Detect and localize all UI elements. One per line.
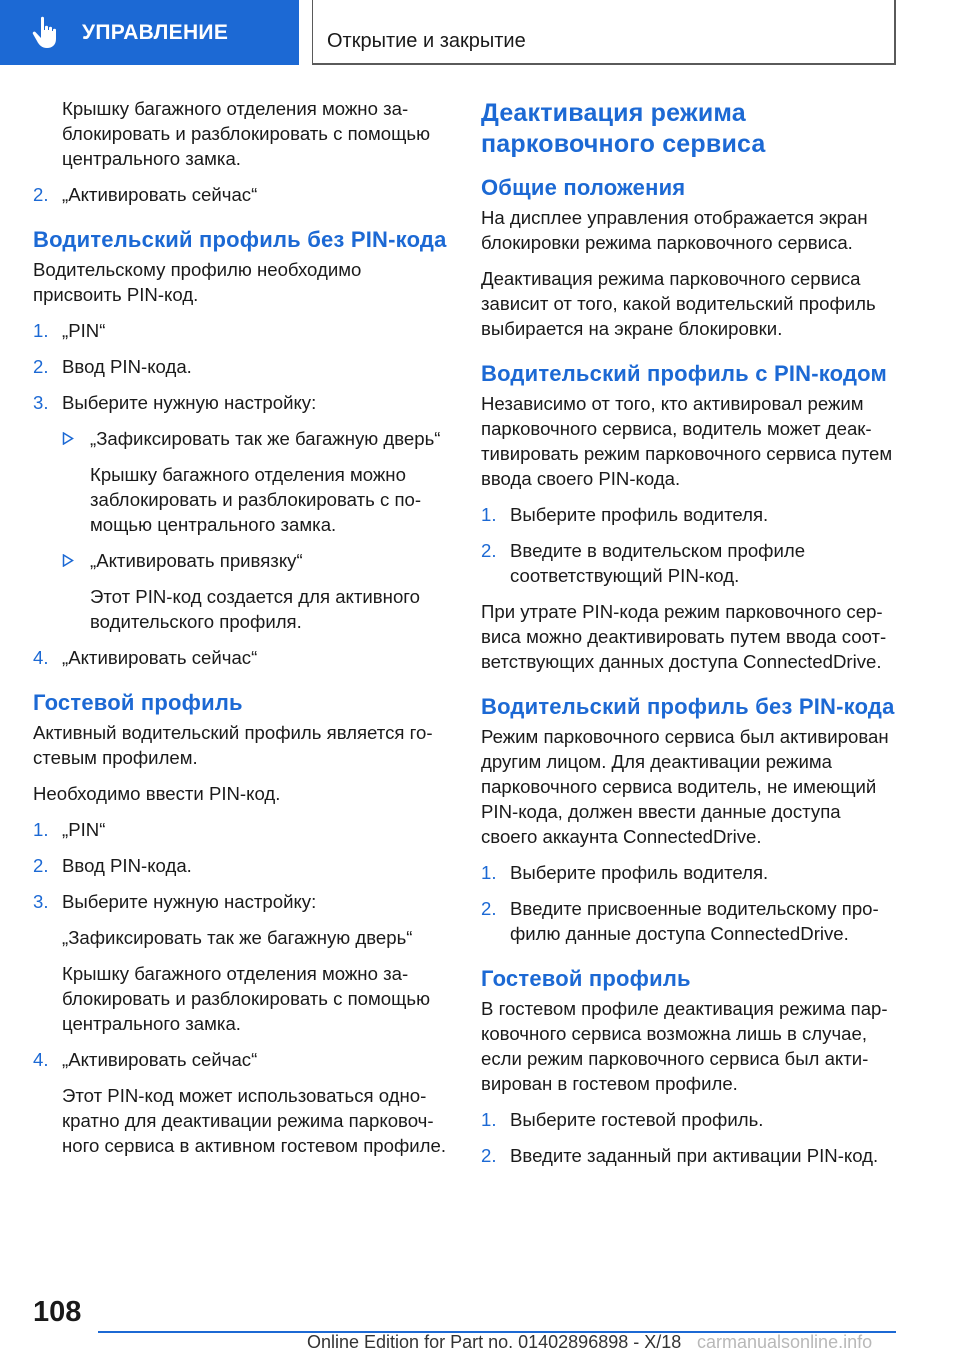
paragraph: На дисплее управления отображается экран блокировки режима парковочного сервиса. xyxy=(481,207,868,253)
step-text: Выберите профиль водителя. xyxy=(510,504,769,525)
step-number: 2. xyxy=(33,184,49,205)
section-heading: Общие положения xyxy=(481,175,686,200)
step-text: Выберите гостевой профиль. xyxy=(510,1109,764,1130)
list-item xyxy=(481,860,896,885)
step-number: 3. xyxy=(33,891,49,912)
paragraph: Необходимо ввести PIN-код. xyxy=(33,783,281,804)
section-heading: Гостевой профиль xyxy=(33,690,243,715)
step-number: 2. xyxy=(33,356,49,377)
step-text: Выберите нужную настройку: xyxy=(62,392,317,413)
list-item xyxy=(481,1107,896,1132)
section-heading: Водительский профиль без PIN-кода xyxy=(33,227,447,252)
option-item xyxy=(33,548,448,573)
section-heading: Водительский профиль с PIN-кодом xyxy=(481,361,887,386)
step-text: Ввод PIN-кода. xyxy=(62,356,192,377)
step-detail: Крышку багажного отделения можно заблокировать и разблокировать с помощью центрального замка. xyxy=(62,963,431,1034)
section-title: УПРАВЛЕНИЕ xyxy=(82,20,229,44)
step-text: „Активировать сейчас“ xyxy=(62,1049,258,1070)
chapter-heading: Деактивация режима парковочного сервиса xyxy=(481,99,766,158)
step-number: 1. xyxy=(33,320,49,341)
paragraph: В гостевом профиле деактивация режима парковочного сервиса возможна лишь в случае, если режим парковочного сервиса был активирован в гостевом профиле. xyxy=(481,998,888,1094)
step-number: 1. xyxy=(33,819,49,840)
step-text: Выберите нужную настройку: xyxy=(62,891,317,912)
list-item xyxy=(481,502,896,527)
paragraph: Деактивация режима парковочного сервиса зависит от того, какой водительский профиль выбирается на экране блокировки. xyxy=(481,268,876,339)
step-text: Введите в водительском профиле соответствующий PIN-код. xyxy=(510,540,806,586)
step-text: Ввод PIN-кода. xyxy=(62,855,192,876)
list-item xyxy=(481,1143,896,1168)
step-text: „Активировать сейчас“ xyxy=(62,647,258,668)
list-item xyxy=(33,853,448,878)
step-number: 3. xyxy=(33,392,49,413)
option-text: „Зафиксировать так же багажную дверь“ xyxy=(90,428,441,449)
triangle-bullet-icon xyxy=(62,548,90,573)
left-column xyxy=(33,96,448,1169)
right-column xyxy=(481,96,896,1179)
step-number: 2. xyxy=(481,540,497,561)
step-number: 2. xyxy=(481,1145,497,1166)
section-heading: Гостевой профиль xyxy=(481,966,691,991)
page-number: 108 xyxy=(33,1296,82,1328)
step-text: „PIN“ xyxy=(62,819,106,840)
step-text: Выберите профиль водителя. xyxy=(510,862,769,883)
option-item xyxy=(33,426,448,451)
step-text: „PIN“ xyxy=(62,320,106,341)
option-text: „Активировать привязку“ xyxy=(90,550,303,571)
step-number: 4. xyxy=(33,1049,49,1070)
step-text: „Активировать сейчас“ xyxy=(62,184,258,205)
step-number: 1. xyxy=(481,504,497,525)
step-number: 4. xyxy=(33,647,49,668)
step-number: 2. xyxy=(33,855,49,876)
list-item xyxy=(33,889,448,914)
list-item xyxy=(33,390,448,415)
step-detail: Этот PIN-код может использоваться однократно для деактивации режима парковочного сервиса в активном гостевом профиле. xyxy=(62,1085,447,1156)
list-item xyxy=(33,318,448,343)
hand-pointer-icon xyxy=(26,13,66,53)
paragraph: Водительскому профилю необходимо присвоить PIN-код. xyxy=(33,259,362,305)
paragraph: Режим парковочного сервиса был активирован другим лицом. Для деактивации режима парковочного сервиса водитель, не имеющий PIN-кода, должен ввести данные доступа своего аккаунта ConnectedDrive. xyxy=(481,726,889,847)
step-text: Введите присвоенные водительскому профилю данные доступа ConnectedDrive. xyxy=(510,898,879,944)
option-description: Крышку багажного отделения можно заблокировать и разблокировать с помощью центрального замка. xyxy=(90,464,422,535)
step-text: Введите заданный при активации PIN-код. xyxy=(510,1145,879,1166)
option-description: Этот PIN-код создается для активного водительского профиля. xyxy=(90,586,420,632)
step-number: 1. xyxy=(481,1109,497,1130)
list-item xyxy=(33,817,448,842)
list-item xyxy=(33,1047,448,1072)
header-section-tab xyxy=(0,0,299,65)
edition-text: Online Edition for Part no. 01402896898 - X/18 xyxy=(307,1332,682,1352)
step-number: 1. xyxy=(481,862,497,883)
step-number: 2. xyxy=(481,898,497,919)
watermark: carmanualsonline.info xyxy=(697,1332,873,1352)
topic-box xyxy=(312,0,896,65)
triangle-bullet-icon xyxy=(62,426,90,451)
list-item xyxy=(33,645,448,670)
paragraph: Активный водительский профиль является гостевым профилем. xyxy=(33,722,433,768)
paragraph: Независимо от того, кто активировал режим парковочного сервиса, водитель может деактивировать режим парковочного сервиса путем ввода своего PIN-кода. xyxy=(481,393,893,489)
paragraph: При утрате PIN-кода режим парковочного сервиса можно деактивировать путем ввода соответствующих данных доступа ConnectedDrive. xyxy=(481,601,887,672)
topic-title: Открытие и закрытие xyxy=(327,30,526,52)
list-item xyxy=(33,182,448,207)
paragraph: Крышку багажного отделения можно заблокировать и разблокировать с помощью центрального замка. xyxy=(62,98,431,169)
section-heading: Водительский профиль без PIN-кода xyxy=(481,694,895,719)
list-item xyxy=(33,354,448,379)
list-item xyxy=(481,896,896,946)
list-item xyxy=(481,538,896,588)
step-detail: „Зафиксировать так же багажную дверь“ xyxy=(62,927,413,948)
